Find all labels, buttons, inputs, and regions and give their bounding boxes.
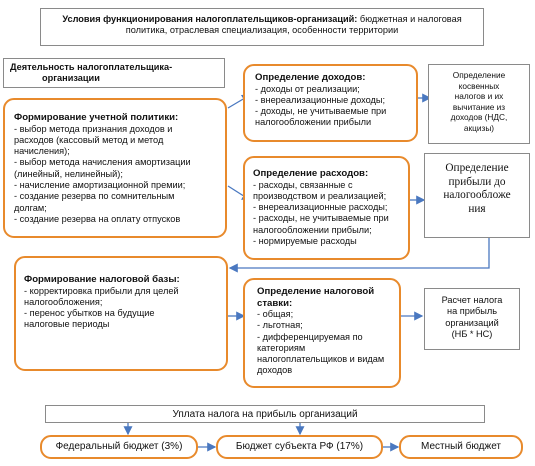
indirect-line: вычитание из xyxy=(452,101,506,112)
indirect-line: налогов и их xyxy=(454,91,504,101)
income-line: налогообложении прибыли xyxy=(255,117,372,128)
tax-base-title: Формирование налоговой базы: xyxy=(24,274,180,285)
federal-budget-label: Федеральный бюджет (3%) xyxy=(55,441,183,452)
local-budget-label: Местный бюджет xyxy=(421,441,501,452)
policy-line: - выбор метода признания доходов и xyxy=(14,123,173,134)
income-line: - доходы, не учитываемые при xyxy=(255,106,387,117)
tax-calc-line: (НБ * НС) xyxy=(451,328,493,339)
policy-line: - начисление амортизационной премии; xyxy=(14,179,186,190)
policy-line: - выбор метода начисления амортизации xyxy=(14,157,191,168)
indirect-line: Определение xyxy=(452,70,506,80)
policy-line: начисления); xyxy=(14,146,70,157)
profit-box xyxy=(424,153,530,238)
policy-line: (линейный, нелинейный); xyxy=(14,168,123,179)
expenses-line: - расходы, не учитываемые при xyxy=(253,213,389,224)
income-line: - доходы от реализации; xyxy=(255,83,360,94)
profit-line: налогообложе xyxy=(443,189,511,202)
regional-budget-box xyxy=(216,435,383,459)
tax-calc-line: Расчет налога xyxy=(441,295,503,305)
tax-calc-line: организаций xyxy=(445,317,499,328)
tax-base-line: - корректировка прибыли для целей xyxy=(24,285,179,296)
tax-rate-line: - общая; xyxy=(257,309,294,319)
conditions-title: Условия функционирования налогоплательщиков-организаций: xyxy=(62,14,358,24)
tax-base-line: налогообложения; xyxy=(24,296,103,307)
policy-line: долгам; xyxy=(14,202,47,213)
expenses-title: Определение расходов: xyxy=(253,168,369,179)
tax-calc-box xyxy=(424,288,520,350)
tax-rate-line: - дифференцируемая по xyxy=(257,331,363,342)
indirect-line: косвенных xyxy=(458,80,500,91)
tax-base-line: налоговые периоды xyxy=(24,319,110,330)
expenses-line: налогообложении прибыли; xyxy=(253,224,372,235)
policy-line: - создание резерва на оплату отпусков xyxy=(14,213,181,224)
accounting-policy-box xyxy=(3,98,227,238)
regional-budget-label: Бюджет субъекта РФ (17%) xyxy=(235,441,364,452)
income-title: Определение доходов: xyxy=(255,72,366,83)
profit-line: Определение xyxy=(445,162,509,174)
policy-line: - создание резерва по сомнительным xyxy=(14,191,175,202)
income-box xyxy=(243,64,418,142)
payment-label: Уплата налога на прибыль организаций xyxy=(172,409,358,420)
expenses-line: - нормируемые расходы xyxy=(253,235,357,246)
expenses-line: - расходы, связанные с xyxy=(253,179,353,190)
accounting-policy-title: Формирование учетной политики: xyxy=(14,112,179,123)
tax-rate-line: доходов xyxy=(257,365,293,376)
profit-line: прибыли до xyxy=(448,175,506,188)
tax-rate-box xyxy=(243,278,401,388)
activity-box xyxy=(3,58,225,88)
income-line: - внереализационные доходы; xyxy=(255,94,386,105)
profit-line: ния xyxy=(468,202,486,215)
tax-base-line: - перенос убытков на будущие xyxy=(24,308,155,319)
expenses-line: - внереализационные расходы; xyxy=(253,202,388,213)
conditions-box xyxy=(40,8,484,46)
policy-line: расходов (кассовый метод и метод xyxy=(14,134,164,145)
expenses-line: производством и реализацией; xyxy=(253,190,387,201)
tax-calc-line: на прибыль xyxy=(447,306,497,317)
indirect-line: доходов (НДС, xyxy=(450,112,508,122)
expenses-box xyxy=(243,156,410,260)
tax-rate-line: категориям xyxy=(257,342,306,353)
activity-label-line2: организации xyxy=(42,73,100,84)
indirect-line: акцизы) xyxy=(463,122,495,133)
tax-rate-title-line1: Определение налоговой xyxy=(257,286,375,297)
tax-rate-line: налогоплательщиков и видам xyxy=(257,354,385,365)
payment-box xyxy=(45,405,485,423)
federal-budget-box xyxy=(40,435,198,459)
tax-base-box xyxy=(14,256,228,371)
local-budget-box xyxy=(399,435,523,459)
indirect-taxes-box xyxy=(428,64,530,144)
conditions-body: бюджетная и налоговая политика, отраслевая специализация, особенности территории xyxy=(125,14,462,36)
tax-rate-title-line2: ставки: xyxy=(257,297,293,309)
activity-label-line1: Деятельность налогоплательщика- xyxy=(10,62,173,72)
tax-rate-line: - льготная; xyxy=(257,320,303,331)
